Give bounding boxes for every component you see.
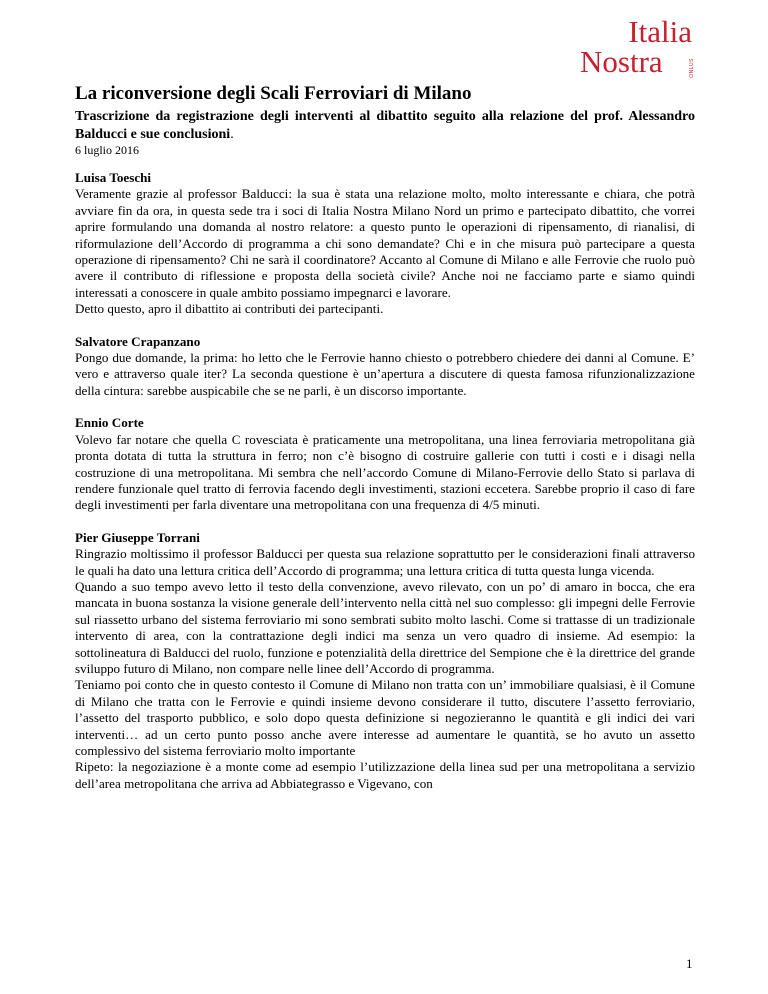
speech-paragraph: Ripeto: la negoziazione è a monte come ad esempio l’utilizzazione della linea sud per una metropolitana a servizio dell’area metropolitana che arriva ad Abbiategrasso e Vigevano, con [75, 759, 695, 791]
italia-nostra-logo [580, 14, 695, 80]
speech-paragraph: Quando a suo tempo avevo letto il testo della convenzione, avevo rilevato, con un po’ di amaro in bocca, che era mancata in buona sostanza la visione generale dell’intervento nella città nel suo complesso: gli impegni delle Ferrovie sul riassetto urbano del sistema ferroviario mi sono sembrati subito molto laschi. Come si trattasse di un tradizionale intervento di area, con la contrattazione degli indici ma senza un vero quadro di insieme. Ad esempio: la sottolineatura di Balducci del ruolo, funzione e potenzialità della direttrice del Sempione che è la direttrice del grande sviluppo futuro di Milano, non compare nelle linee dell’Accordo di programma. [75, 578, 695, 676]
speaker-name: Ennio Corte [75, 415, 144, 431]
speech-paragraph: Veramente grazie al professor Balducci: la sua è stata una relazione molto, molto interessante e chiara, che potrà avviare fin da ora, in questa sede tra i soci di Italia Nostra Milano Nord un primo e partecipato dibattito, che vorrei aprire formulando una domanda al nostro relatore: a questo punto le operazioni di ripensamento, di rianalisi, di riformulazione dell’Accordo di programma a chi sono demandate? Chi e in che misura può partecipare a questa operazione di ripensamento? Chi ne sarà il coordinatore? Accanto al Comune di Milano e alle Ferrovie che ruolo può avere il contributo di riflessione e proposta della società civile? Anche noi ne facciamo parte e siamo quindi interessati a conoscere in quale ambito possiamo impegnarci e lavorare. [75, 186, 695, 300]
speaker-block [75, 334, 695, 400]
document-subtitle [75, 108, 695, 144]
document-date: 6 luglio 2016 [75, 143, 140, 157]
speech-paragraph: Teniamo poi conto che in questo contesto il Comune di Milano non tratta con un’ immobiliare qualsiasi, è il Comune di Milano che tratta con le Ferrovie e quindi insieme devono considerare il tutto, discutere l’assetto ferroviario, l’assetto del trasporto pubblico, e solo dopo questa definizione si negozieranno le quantità e gli indici dei vari interventi… ad un certo punto posso anche avere interesse ad aumentare le quantità, se ho avuto un assetto complessivo del sistema ferroviario molto importante [75, 677, 695, 758]
subtitle-text: Trascrizione da registrazione degli interventi al dibattito seguito alla relazione del prof. Alessandro Balducci e sue conclusioni [75, 109, 695, 142]
subtitle-end: . [230, 127, 234, 142]
transcript-body [75, 170, 695, 808]
logo-subtitle: ONLUS [689, 58, 695, 78]
speech-paragraph: Detto questo, apro il dibattito ai contributi dei partecipanti. [75, 301, 384, 317]
speech-paragraph: Ringrazio moltissimo il professor Balducci per questa sua relazione soprattutto per le considerazioni finali attraverso le quali ha dato una lettura critica dell’Accordo di programma; una lettura critica di tutta questa lunga vicenda. [75, 546, 695, 578]
speaker-name: Luisa Toeschi [75, 170, 152, 185]
speaker-block [75, 170, 695, 318]
speaker-name: Salvatore Crapanzano [75, 333, 201, 349]
speech-paragraph: Pongo due domande, la prima: ho letto che le Ferrovie hanno chiesto o potrebbero chiedere dei danni al Comune. E’ vero e attraverso quale iter? La seconda questione è un’apertura a discutere di questa famosa rifunzionalizzazione della cintura: sarebbe auspicabile che se ne parli, è un discorso importante. [75, 350, 695, 398]
page-number: 1 [686, 956, 693, 971]
logo-line-2: Nostra [580, 44, 663, 79]
speaker-block [75, 530, 695, 793]
document-title: La riconversione degli Scali Ferroviari di Milano [75, 83, 472, 104]
speech-paragraph: Volevo far notare che quella C rovesciata è praticamente una metropolitana, una linea ferroviaria metropolitana già pronta dotata di tutta la struttura in ferro; non c’è bisogno di costruire gallerie con tutti i costi e i disagi nella costruzione di una metropolitana. Mi sembra che nell’accordo Comune di Milano-Ferrovie dello Stato si parlava di rendere funzionale quel tratto di ferrovia facendo degli investimenti, stazioni eccetera. Sarebbe proprio il caso di fare degli investimenti per farla diventare una metropolitana con una frequenza di 4/5 minuti. [75, 431, 695, 513]
speaker-name: Pier Giuseppe Torrani [75, 529, 200, 545]
logo-line-1: Italia [628, 14, 692, 49]
speaker-block [75, 415, 695, 513]
